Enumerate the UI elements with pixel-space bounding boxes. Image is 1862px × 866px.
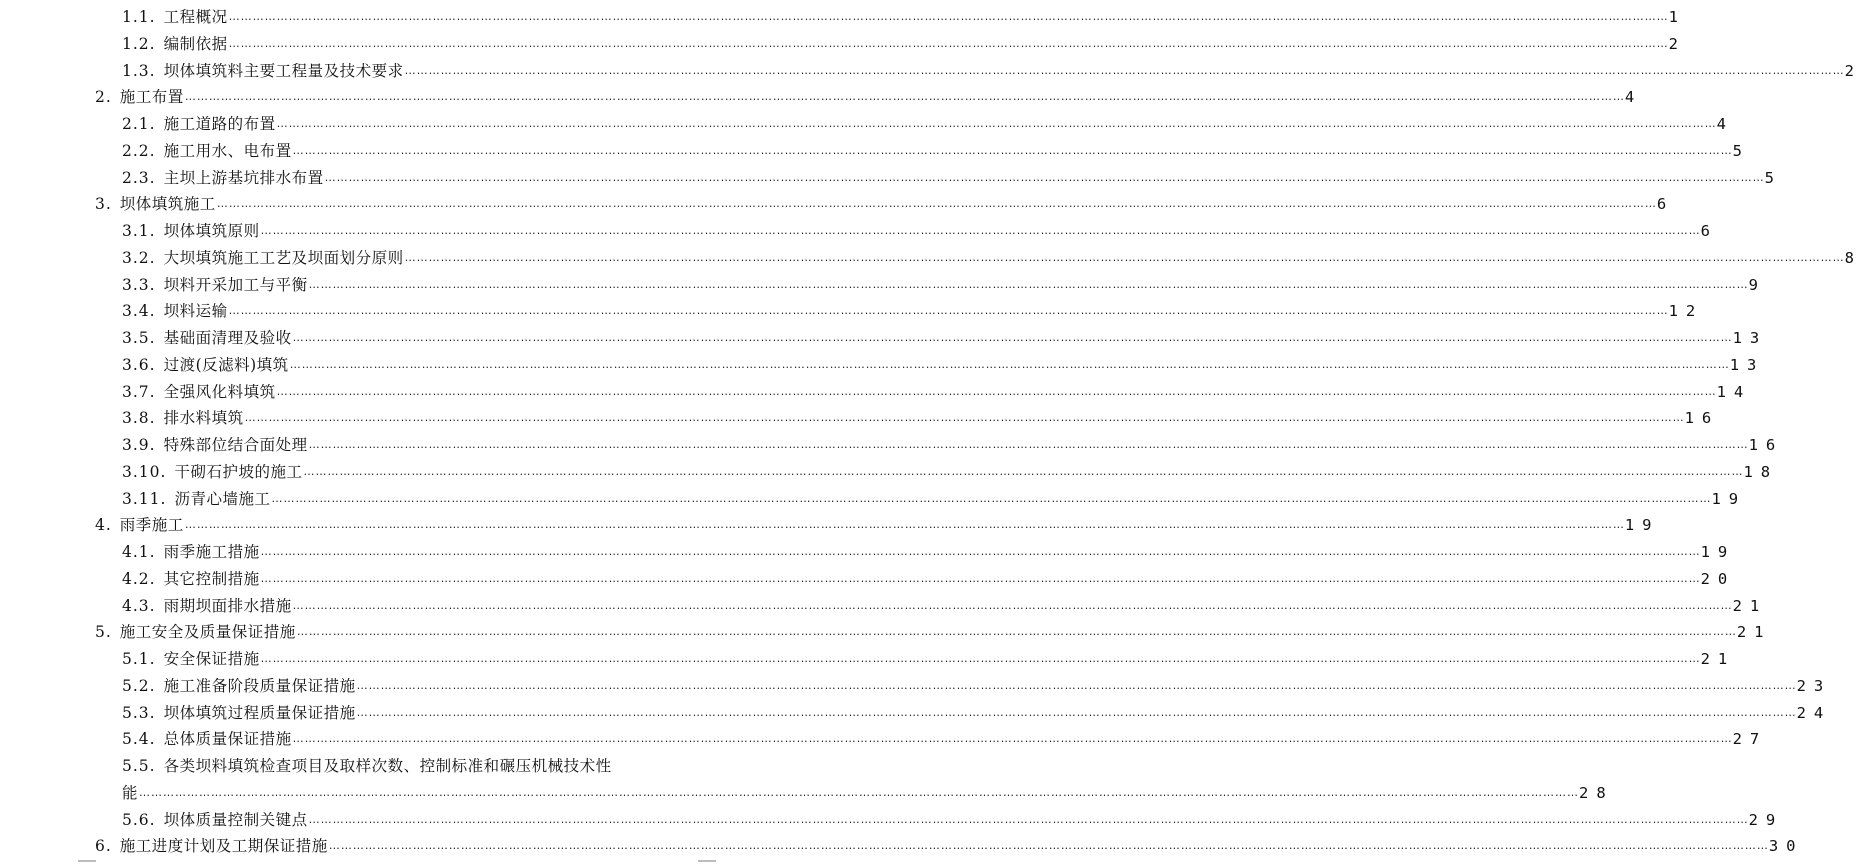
toc-page-number: 21 bbox=[1700, 650, 1736, 668]
toc-entry-title: 全强风化料填筑 bbox=[163, 382, 276, 401]
toc-leader-dots: ……………………………………………………………………………………………………………………………………………………………………………………………………………………………………………………………………………………………………………………………… bbox=[184, 90, 1625, 104]
toc-section-entry[interactable] bbox=[0, 245, 1862, 272]
toc-entry-number: 3.11. bbox=[122, 489, 167, 508]
toc-leader-dots: ……………………………………………………………………………………………………………………………………………………………………………………………………………………………………………………………………………………………………………………………… bbox=[276, 384, 1717, 398]
toc-entry-number: 1.3. bbox=[122, 61, 156, 80]
toc-entry-title: 坝料开采加工与平衡 bbox=[163, 275, 308, 294]
toc-entry-title: 施工进度计划及工期保证措施 bbox=[119, 837, 328, 856]
toc-section-entry[interactable] bbox=[0, 646, 1736, 673]
toc-leader-dots: ……………………………………………………………………………………………………………………………………………………………………………………………………………………………………………………………………………………………………………………………… bbox=[260, 545, 1701, 558]
toc-entry-title: 干砌石护坡的施工 bbox=[174, 462, 303, 481]
toc-section-entry[interactable] bbox=[0, 673, 1832, 700]
toc-section-entry[interactable] bbox=[0, 272, 1766, 299]
toc-page-number: 12 bbox=[1668, 302, 1704, 321]
toc-entry-title: 各类坝料填筑检查项目及取样次数、控制标准和碾压机械技术性 bbox=[163, 757, 612, 775]
toc-entry-title: 施工用水、电布置 bbox=[163, 141, 292, 160]
toc-entry-number: 3.1. bbox=[122, 222, 156, 240]
toc-entry-title: 排水料填筑 bbox=[163, 409, 244, 428]
toc-entry-number: 4.1. bbox=[122, 543, 156, 561]
toc-chapter-entry[interactable] bbox=[0, 191, 1675, 218]
table-of-contents bbox=[0, 4, 1862, 860]
toc-section-entry[interactable] bbox=[0, 753, 1614, 807]
toc-entry-number: 5.6. bbox=[122, 810, 156, 829]
toc-entry-number: 1.2. bbox=[122, 34, 156, 53]
toc-chapter-entry[interactable] bbox=[0, 84, 1643, 111]
toc-page-number: 30 bbox=[1768, 837, 1804, 856]
toc-page-number: 5 bbox=[1764, 168, 1782, 187]
toc-section-entry[interactable] bbox=[0, 138, 1750, 165]
toc-entry-title: 雨季施工 bbox=[119, 516, 184, 535]
toc-leader-dots: ……………………………………………………………………………………………………………………………………………………………………………………………………………………………………………………………………………………………………………………………… bbox=[324, 170, 1765, 184]
toc-entry-title: 沥青心墙施工 bbox=[174, 489, 271, 508]
toc-entry-number: 3.10. bbox=[122, 462, 167, 481]
toc-page-number: 24 bbox=[1796, 703, 1832, 722]
toc-page-number: 16 bbox=[1748, 436, 1784, 454]
toc-page-number: 13 bbox=[1732, 329, 1768, 347]
toc-leader-dots: ……………………………………………………………………………………………………………………………………………………………………………………………………………………………………………………………………………………………………………………………… bbox=[356, 678, 1797, 692]
toc-leader-dots: ……………………………………………………………………………………………………………………………………………………………………………………………………………………………………………………………………………………………………………………………… bbox=[184, 518, 1625, 532]
toc-entry-title: 其它控制措施 bbox=[163, 569, 260, 588]
toc-entry-number: 3.2. bbox=[122, 248, 156, 267]
page-corner-mark-right bbox=[698, 860, 716, 862]
toc-leader-dots: ……………………………………………………………………………………………………………………………………………………………………………………………………………………………………………………………………………………………………………………………… bbox=[356, 705, 1797, 719]
toc-entry-number: 1.1. bbox=[122, 8, 156, 26]
toc-section-entry[interactable] bbox=[0, 58, 1862, 85]
toc-page-number: 16 bbox=[1684, 409, 1720, 428]
toc-leader-dots: ……………………………………………………………………………………………………………………………………………………………………………………………………………………………………………………………………………………………………………………………… bbox=[216, 197, 1657, 211]
toc-page-number: 19 bbox=[1700, 543, 1736, 561]
toc-leader-dots: ……………………………………………………………………………………………………………………………………………………………………………………………………………………………………………………………………………………………………………………………… bbox=[308, 277, 1749, 291]
toc-section-entry[interactable] bbox=[0, 700, 1832, 727]
toc-entry-title: 雨期坝面排水措施 bbox=[163, 596, 292, 615]
toc-entry-number: 3. bbox=[95, 195, 112, 214]
toc-page-number: 28 bbox=[1579, 783, 1614, 802]
toc-page-number: 27 bbox=[1732, 730, 1768, 749]
toc-section-entry[interactable] bbox=[0, 4, 1686, 31]
toc-entry-number: 4.2. bbox=[122, 569, 156, 588]
toc-entry-number: 3.5. bbox=[122, 329, 156, 347]
toc-leader-dots: ……………………………………………………………………………………………………………………………………………………………………………………………………………………………………………………………………………………………………………………………… bbox=[292, 732, 1733, 746]
toc-entry-number: 5.2. bbox=[122, 676, 156, 695]
toc-section-entry[interactable] bbox=[0, 593, 1768, 620]
toc-section-entry[interactable] bbox=[0, 352, 1765, 379]
toc-leader-dots: ……………………………………………………………………………………………………………………………………………………………………………………………………………………………………………………………………………………………………………………………… bbox=[244, 411, 1685, 425]
toc-entry-number: 5.1. bbox=[122, 650, 156, 668]
toc-entry-title: 坝体填筑施工 bbox=[119, 195, 216, 214]
toc-entry-number: 2.3. bbox=[122, 168, 156, 187]
toc-entry-number: 6. bbox=[95, 837, 112, 856]
toc-page-number: 21 bbox=[1732, 596, 1768, 615]
toc-leader-dots: ……………………………………………………………………………………………………………………………………………………………………………………………………………………………………………………………………………………………………………………………… bbox=[328, 839, 1769, 853]
toc-leader-dots: ……………………………………………………………………………………………………………………………………………………………………………………………………………………………………………………………………………………………………………………………… bbox=[404, 250, 1845, 264]
toc-leader-dots: ……………………………………………………………………………………………………………………………………………………………………………………………………………………………………………………………………………………………………………………………… bbox=[260, 571, 1701, 585]
toc-page-number: 9 bbox=[1748, 275, 1766, 294]
toc-page-number: 2 bbox=[1668, 34, 1686, 53]
toc-page-number: 13 bbox=[1729, 355, 1765, 374]
toc-leader-dots: ……………………………………………………………………………………………………………………………………………………………………………………………………………………………………………………………………………………………………………………………… bbox=[276, 117, 1717, 130]
toc-entry-title: 特殊部位结合面处理 bbox=[163, 436, 308, 454]
toc-leader-dots: ……………………………………………………………………………………………………………………………………………………………………………………………………………………………………………………………………………………………………………………………… bbox=[260, 652, 1701, 665]
toc-entry-number: 5. bbox=[95, 623, 112, 642]
toc-page-number: 4 bbox=[1624, 88, 1643, 107]
toc-entry-title: 坝体填筑原则 bbox=[163, 222, 260, 240]
toc-leader-dots: ……………………………………………………………………………………………………………………………………………………………………………………………………………………………………………………………………………………………………………………………… bbox=[228, 36, 1669, 50]
toc-page-number: 14 bbox=[1716, 382, 1752, 401]
toc-section-entry[interactable] bbox=[0, 486, 1747, 513]
toc-entry-title: 工程概况 bbox=[163, 8, 228, 26]
toc-entry-number: 5.3. bbox=[122, 703, 156, 722]
toc-chapter-entry[interactable] bbox=[0, 833, 1804, 860]
toc-entry-number: 4.3. bbox=[122, 596, 156, 615]
toc-page-number: 19 bbox=[1711, 489, 1747, 508]
toc-entry-title: 雨季施工措施 bbox=[163, 543, 260, 561]
toc-section-entry[interactable] bbox=[0, 405, 1720, 432]
toc-entry-title: 施工布置 bbox=[119, 88, 184, 107]
toc-entry-number: 5.4. bbox=[122, 730, 156, 749]
toc-section-entry[interactable] bbox=[0, 807, 1784, 834]
toc-section-entry[interactable] bbox=[0, 111, 1734, 138]
toc-leader-dots: ……………………………………………………………………………………………………………………………………………………………………………………………………………………………………………………………………………………………………………………………… bbox=[228, 10, 1669, 23]
toc-leader-dots: ……………………………………………………………………………………………………………………………………………………………………………………………………………………………………………………………………………………………………………………………… bbox=[289, 357, 1730, 371]
toc-entry-title: 坝料运输 bbox=[163, 302, 228, 321]
toc-section-entry[interactable] bbox=[0, 325, 1768, 352]
toc-entry-title: 坝体填筑过程质量保证措施 bbox=[163, 703, 356, 722]
toc-entry-title: 施工安全及质量保证措施 bbox=[119, 623, 296, 642]
toc-leader-dots: ……………………………………………………………………………………………………………………………………………………………………………………………………………………………………………………………………………………………………………………………… bbox=[292, 143, 1733, 157]
toc-leader-dots: ……………………………………………………………………………………………………………………………………………………………………………………………………………………………………………………………………………………………………………………………… bbox=[260, 224, 1701, 237]
toc-entry-number: 5.5. bbox=[122, 757, 156, 775]
toc-entry-number: 3.8. bbox=[122, 409, 156, 428]
toc-leader-dots: ……………………………………………………………………………………………………………………………………………………………………………………………………………………………………………………………………………………………………………………………… bbox=[303, 464, 1744, 478]
toc-entry-title: 安全保证措施 bbox=[163, 650, 260, 668]
toc-entry-title: 编制依据 bbox=[163, 34, 228, 53]
toc-page-number: 6 bbox=[1700, 222, 1718, 240]
toc-entry-number: 3.7. bbox=[122, 382, 156, 401]
toc-section-entry[interactable] bbox=[0, 31, 1686, 58]
toc-page-number: 19 bbox=[1624, 516, 1660, 535]
toc-page-number: 5 bbox=[1732, 141, 1750, 160]
toc-entry-title-continued: 能 bbox=[122, 783, 139, 802]
toc-page-number: 20 bbox=[1700, 569, 1736, 588]
toc-page-number: 4 bbox=[1716, 115, 1734, 133]
toc-entry-title: 大坝填筑施工工艺及坝面划分原则 bbox=[163, 248, 404, 267]
toc-leader-dots: ……………………………………………………………………………………………………………………………………………………………………………………………………………………………………………………………………………………………………………………………… bbox=[271, 491, 1712, 505]
toc-page-number: 21 bbox=[1736, 623, 1772, 642]
toc-section-entry[interactable] bbox=[0, 379, 1752, 406]
toc-entry-title: 施工准备阶段质量保证措施 bbox=[163, 676, 356, 695]
toc-section-entry[interactable] bbox=[0, 459, 1779, 486]
toc-leader-dots: ……………………………………………………………………………………………………………………………………………………………………………………………………………………………………………………………………………………………………………………………… bbox=[228, 304, 1669, 318]
toc-entry-number: 3.4. bbox=[122, 302, 156, 321]
toc-entry-number: 4. bbox=[95, 516, 112, 535]
toc-entry-number: 3.6. bbox=[122, 355, 156, 374]
toc-page-number: 2 bbox=[1844, 61, 1862, 80]
toc-entry-title: 主坝上游基坑排水布置 bbox=[163, 168, 324, 187]
toc-entry-number: 3.3. bbox=[122, 275, 156, 294]
toc-leader-dots: ……………………………………………………………………………………………………………………………………………………………………………………………………………………………………………………………………………………………………………………………… bbox=[404, 63, 1845, 77]
toc-page-number: 8 bbox=[1844, 248, 1862, 267]
toc-section-entry[interactable] bbox=[0, 432, 1784, 459]
toc-section-entry[interactable] bbox=[0, 566, 1736, 593]
toc-section-entry[interactable] bbox=[0, 165, 1782, 192]
toc-entry-title: 坝体质量控制关键点 bbox=[163, 810, 308, 829]
toc-leader-dots: ……………………………………………………………………………………………………………………………………………………………………………………………………………………………………………………………………………………………………………………………… bbox=[308, 812, 1749, 826]
toc-page-number: 23 bbox=[1796, 676, 1832, 695]
toc-entry-title: 坝体填筑料主要工程量及技术要求 bbox=[163, 61, 404, 80]
toc-page-number: 6 bbox=[1656, 195, 1675, 214]
toc-entry-number: 2.2. bbox=[122, 141, 156, 160]
toc-entry-number: 2.1. bbox=[122, 115, 156, 133]
toc-leader-dots: ……………………………………………………………………………………………………………………………………………………………………………………………………………………………………………………………………………………………………………………………… bbox=[308, 438, 1749, 451]
toc-section-entry[interactable] bbox=[0, 726, 1768, 753]
toc-leader-dots: ……………………………………………………………………………………………………………………………………………………………………………………………………………………………………………………………………………………………………………………………… bbox=[292, 331, 1733, 344]
page-corner-mark-left bbox=[78, 860, 96, 862]
toc-leader-dots: ……………………………………………………………………………………………………………………………………………………………………………………………………………………………………………………………………………………………………………………………… bbox=[296, 625, 1737, 639]
toc-section-entry[interactable] bbox=[0, 298, 1704, 325]
toc-entry-number: 3.9. bbox=[122, 436, 156, 454]
toc-chapter-entry[interactable] bbox=[0, 619, 1772, 646]
toc-entry-title: 总体质量保证措施 bbox=[163, 730, 292, 749]
toc-section-entry[interactable] bbox=[0, 218, 1718, 245]
toc-leader-dots: ……………………………………………………………………………………………………………………………………………………………………………………………………………………………………………………………………………………………………………………………… bbox=[292, 598, 1733, 612]
toc-page-number: 18 bbox=[1743, 462, 1779, 481]
toc-chapter-entry[interactable] bbox=[0, 512, 1660, 539]
toc-entry-number: 2. bbox=[95, 88, 112, 107]
toc-section-entry[interactable] bbox=[0, 539, 1736, 566]
toc-page-number: 1 bbox=[1668, 8, 1686, 26]
toc-entry-title: 过渡(反滤料)填筑 bbox=[163, 355, 289, 374]
toc-entry-title: 施工道路的布置 bbox=[163, 115, 276, 133]
toc-page-number: 29 bbox=[1748, 810, 1784, 829]
toc-entry-title: 基础面清理及验收 bbox=[163, 329, 292, 347]
toc-leader-dots: ……………………………………………………………………………………………………………………………………………………………………………………………………………………………………………………………………………………………………………………………… bbox=[139, 785, 1580, 799]
